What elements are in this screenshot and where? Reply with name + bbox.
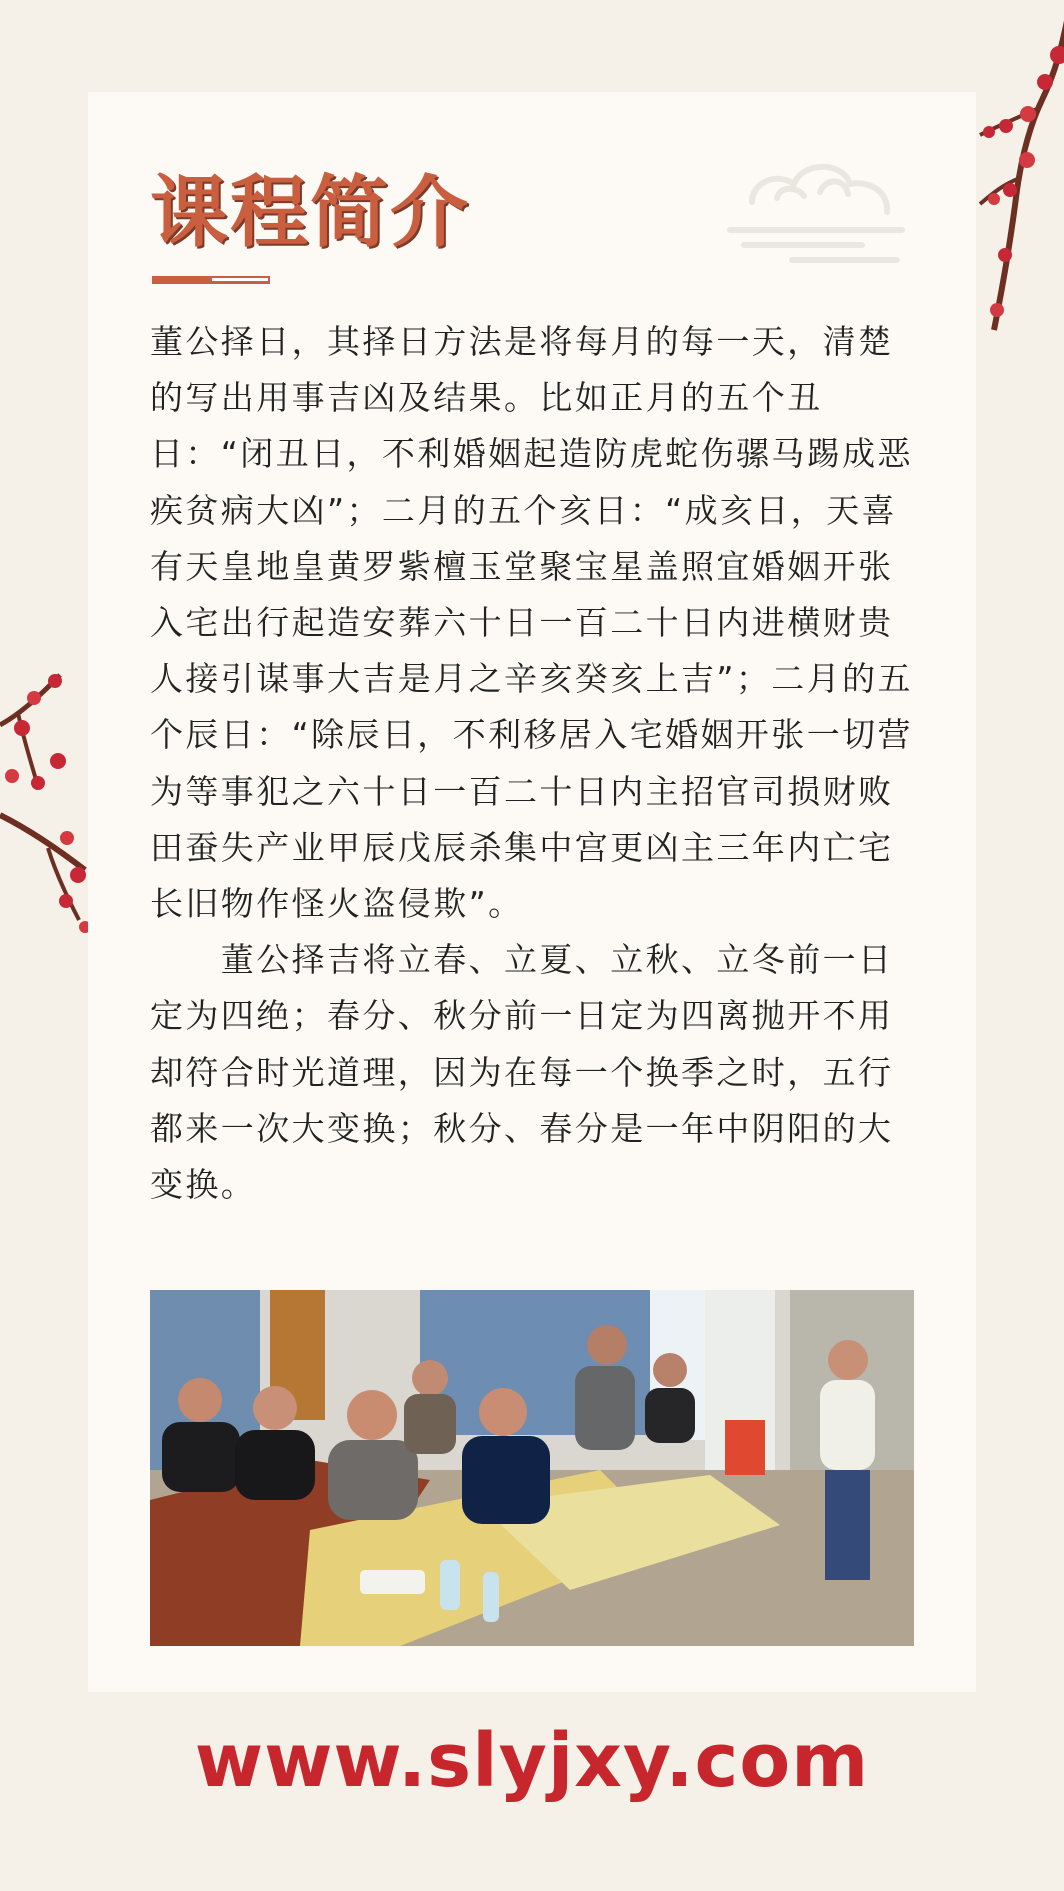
title-underline — [152, 276, 270, 284]
description-paragraph-2: 董公择吉将立春、立夏、立秋、立冬前一日定为四绝；春分、秋分前一日定为四离抛开不用却符合时光道理，因为在每一个换季之时，五行都来一次大变换；秋分、春分是一年中阴阳的大变换。 — [150, 940, 894, 1205]
cloud-ornament — [722, 142, 912, 267]
course-description — [150, 314, 920, 1213]
plum-blossom-left — [0, 655, 100, 955]
description-paragraph-1: 董公择日，其择日方法是将每月的每一天，清楚的写出用事吉凶及结果。比如正月的五个丑日：“闭丑日，不利婚姻起造防虎蛇伤骡马踢成恶疾贫病大凶”；二月的五个亥日：“成亥日，天喜有天皇地皇黄罗紫檀玉堂聚宝星盖照宜婚姻开张入宅出行起造安葬六十日一百二十日内进横财贵人接引谋事大吉是月之辛亥癸亥上吉”；二月的五个辰日：“除辰日，不利移居入宅婚姻开张一切营为等事犯之六十日一百二十日内主招官司损财败田蚕失产业甲辰戊辰杀集中宫更凶主三年内亡宅长旧物作怪火盗侵欺”。 — [150, 322, 913, 924]
page-title: 课程简介 — [150, 168, 471, 258]
classroom-photo — [150, 1290, 914, 1646]
website-url[interactable]: www.slyjxy.com — [194, 1718, 870, 1804]
plum-blossom-top-right — [972, 0, 1064, 370]
